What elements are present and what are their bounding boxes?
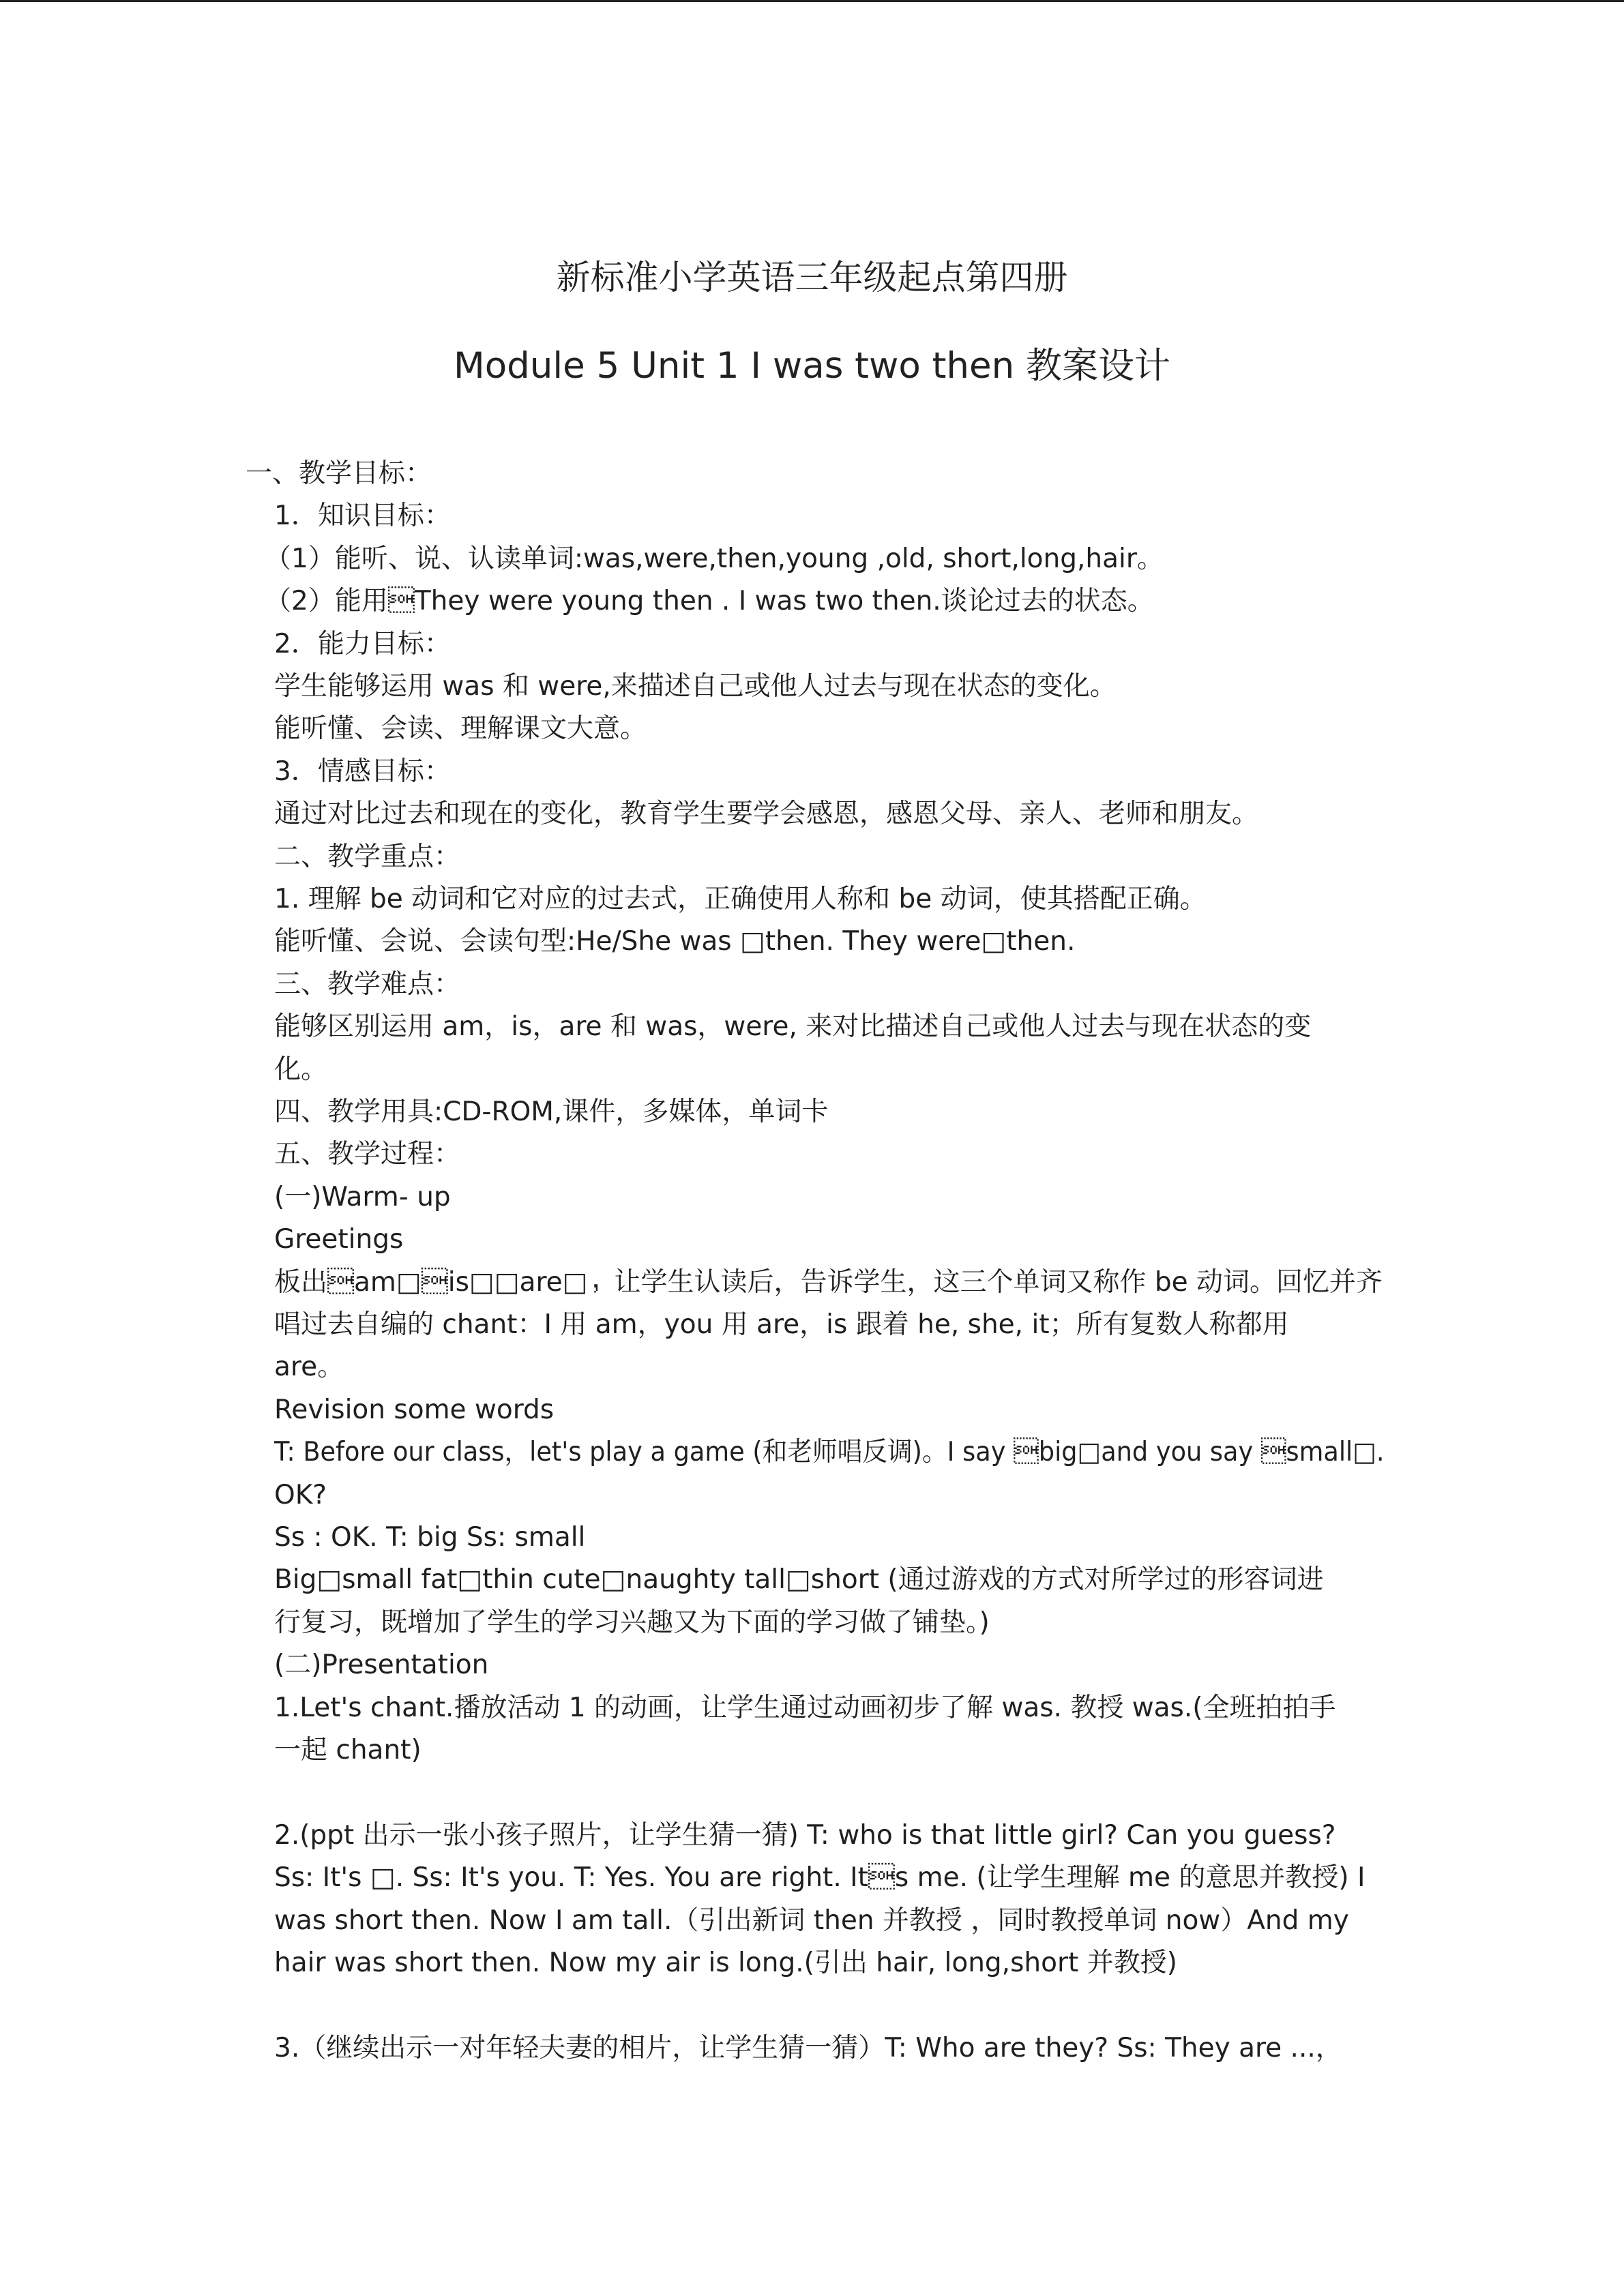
text-line: 通过对比过去和现在的变化，教育学生要学会感恩，感恩父母、亲人、老师和朋友。 [274, 799, 1259, 829]
text-line: are。 [274, 1352, 344, 1382]
section-heading-objectives: 一、教学目标： [246, 458, 432, 489]
text-line: hair was short then. Now my air is long.(引出 hair, long,short 并教授) [274, 1948, 1177, 1978]
subheading-presentation: (二)Presentation [274, 1650, 489, 1680]
subheading-ability: 2．能力目标： [274, 629, 451, 659]
text-line: （1）能听、说、认读单词:was,were,then,young ,old, short,long,hair。 [265, 543, 1164, 574]
section-heading-tools: 四、教学用具:CD-ROM,课件，多媒体，单词卡 [274, 1097, 829, 1127]
text-line: 能听懂、会读、理解课文大意。 [274, 713, 647, 744]
text-line: 板出am□is□□are□，让学生认读后，告诉学生，这三个单词又称作 be 动词。回忆并齐 [274, 1267, 1383, 1298]
section-heading-difficulties: 三、教学难点： [274, 969, 461, 1000]
document-title: 新标准小学英语三年级起点第四册 [556, 258, 1068, 297]
text-line: 2.(ppt 出示一张小孩子照片，让学生猜一猜) T: who is that little girl? Can you guess? [274, 1820, 1336, 1851]
text-line: 能够区别运用 am，is，are 和 was，were, 来对比描述自己或他人过去与现在状态的变 [274, 1011, 1312, 1042]
text-line: Ss : OK. T: big Ss: small [274, 1522, 586, 1553]
subheading-knowledge: 1．知识目标： [274, 501, 451, 531]
text-line: 行复习，既增加了学生的学习兴趣又为下面的学习做了铺垫。) [274, 1607, 990, 1638]
text-line: OK? [274, 1480, 327, 1510]
text-line: （2）能用They were young then . I was two then.谈论过去的状态。 [265, 586, 1154, 616]
text-line: Greetings [274, 1224, 404, 1255]
text-line: Big□small fat□thin cute□naughty tall□short (通过游戏的方式对所学过的形容词进 [274, 1564, 1324, 1595]
text-line: 1.Let's chant.播放活动 1 的动画，让学生通过动画初步了解 was. 教授 was.(全班拍拍手 [274, 1693, 1336, 1723]
text-line: 3.（继续出示一对年轻夫妻的相片，让学生猜一猜）T: Who are they? Ss: They are ...， [274, 2033, 1342, 2063]
section-heading-process: 五、教学过程： [274, 1139, 461, 1169]
subheading-emotion: 3．情感目标： [274, 756, 451, 787]
text-line: Revision some words [274, 1395, 555, 1425]
text-line: 唱过去自编的 chant：I 用 am，you 用 are，is 跟着 he, she, it；所有复数人称都用 [274, 1309, 1289, 1340]
section-heading-key-points: 二、教学重点： [274, 841, 461, 872]
text-line: was short then. Now I am tall.（引出新词 then 并教授 ，同时教授单词 now）And my [274, 1905, 1349, 1936]
text-line: T: Before our class，let's play a game (和老师唱反调)。I say big□and you say small□. [274, 1437, 1385, 1467]
text-line: 一起 chant) [274, 1735, 422, 1765]
text-line: Ss: It's □. Ss: It's you. T: Yes. You are right. Its me. (让学生理解 me 的意思并教授) I [274, 1862, 1365, 1893]
subheading-warm-up: (一)Warm- up [274, 1182, 451, 1212]
text-line: 学生能够运用 was 和 were,来描述自己或他人过去与现在状态的变化。 [274, 671, 1117, 702]
text-line: 能听懂、会说、会读句型:He/She was □then. They were□then. [274, 926, 1076, 957]
text-line: 化。 [274, 1054, 328, 1085]
text-line: 1. 理解 be 动词和它对应的过去式，正确使用人称和 be 动词，使其搭配正确。 [274, 884, 1207, 914]
document-subtitle: Module 5 Unit 1 I was two then 教案设计 [453, 345, 1171, 387]
